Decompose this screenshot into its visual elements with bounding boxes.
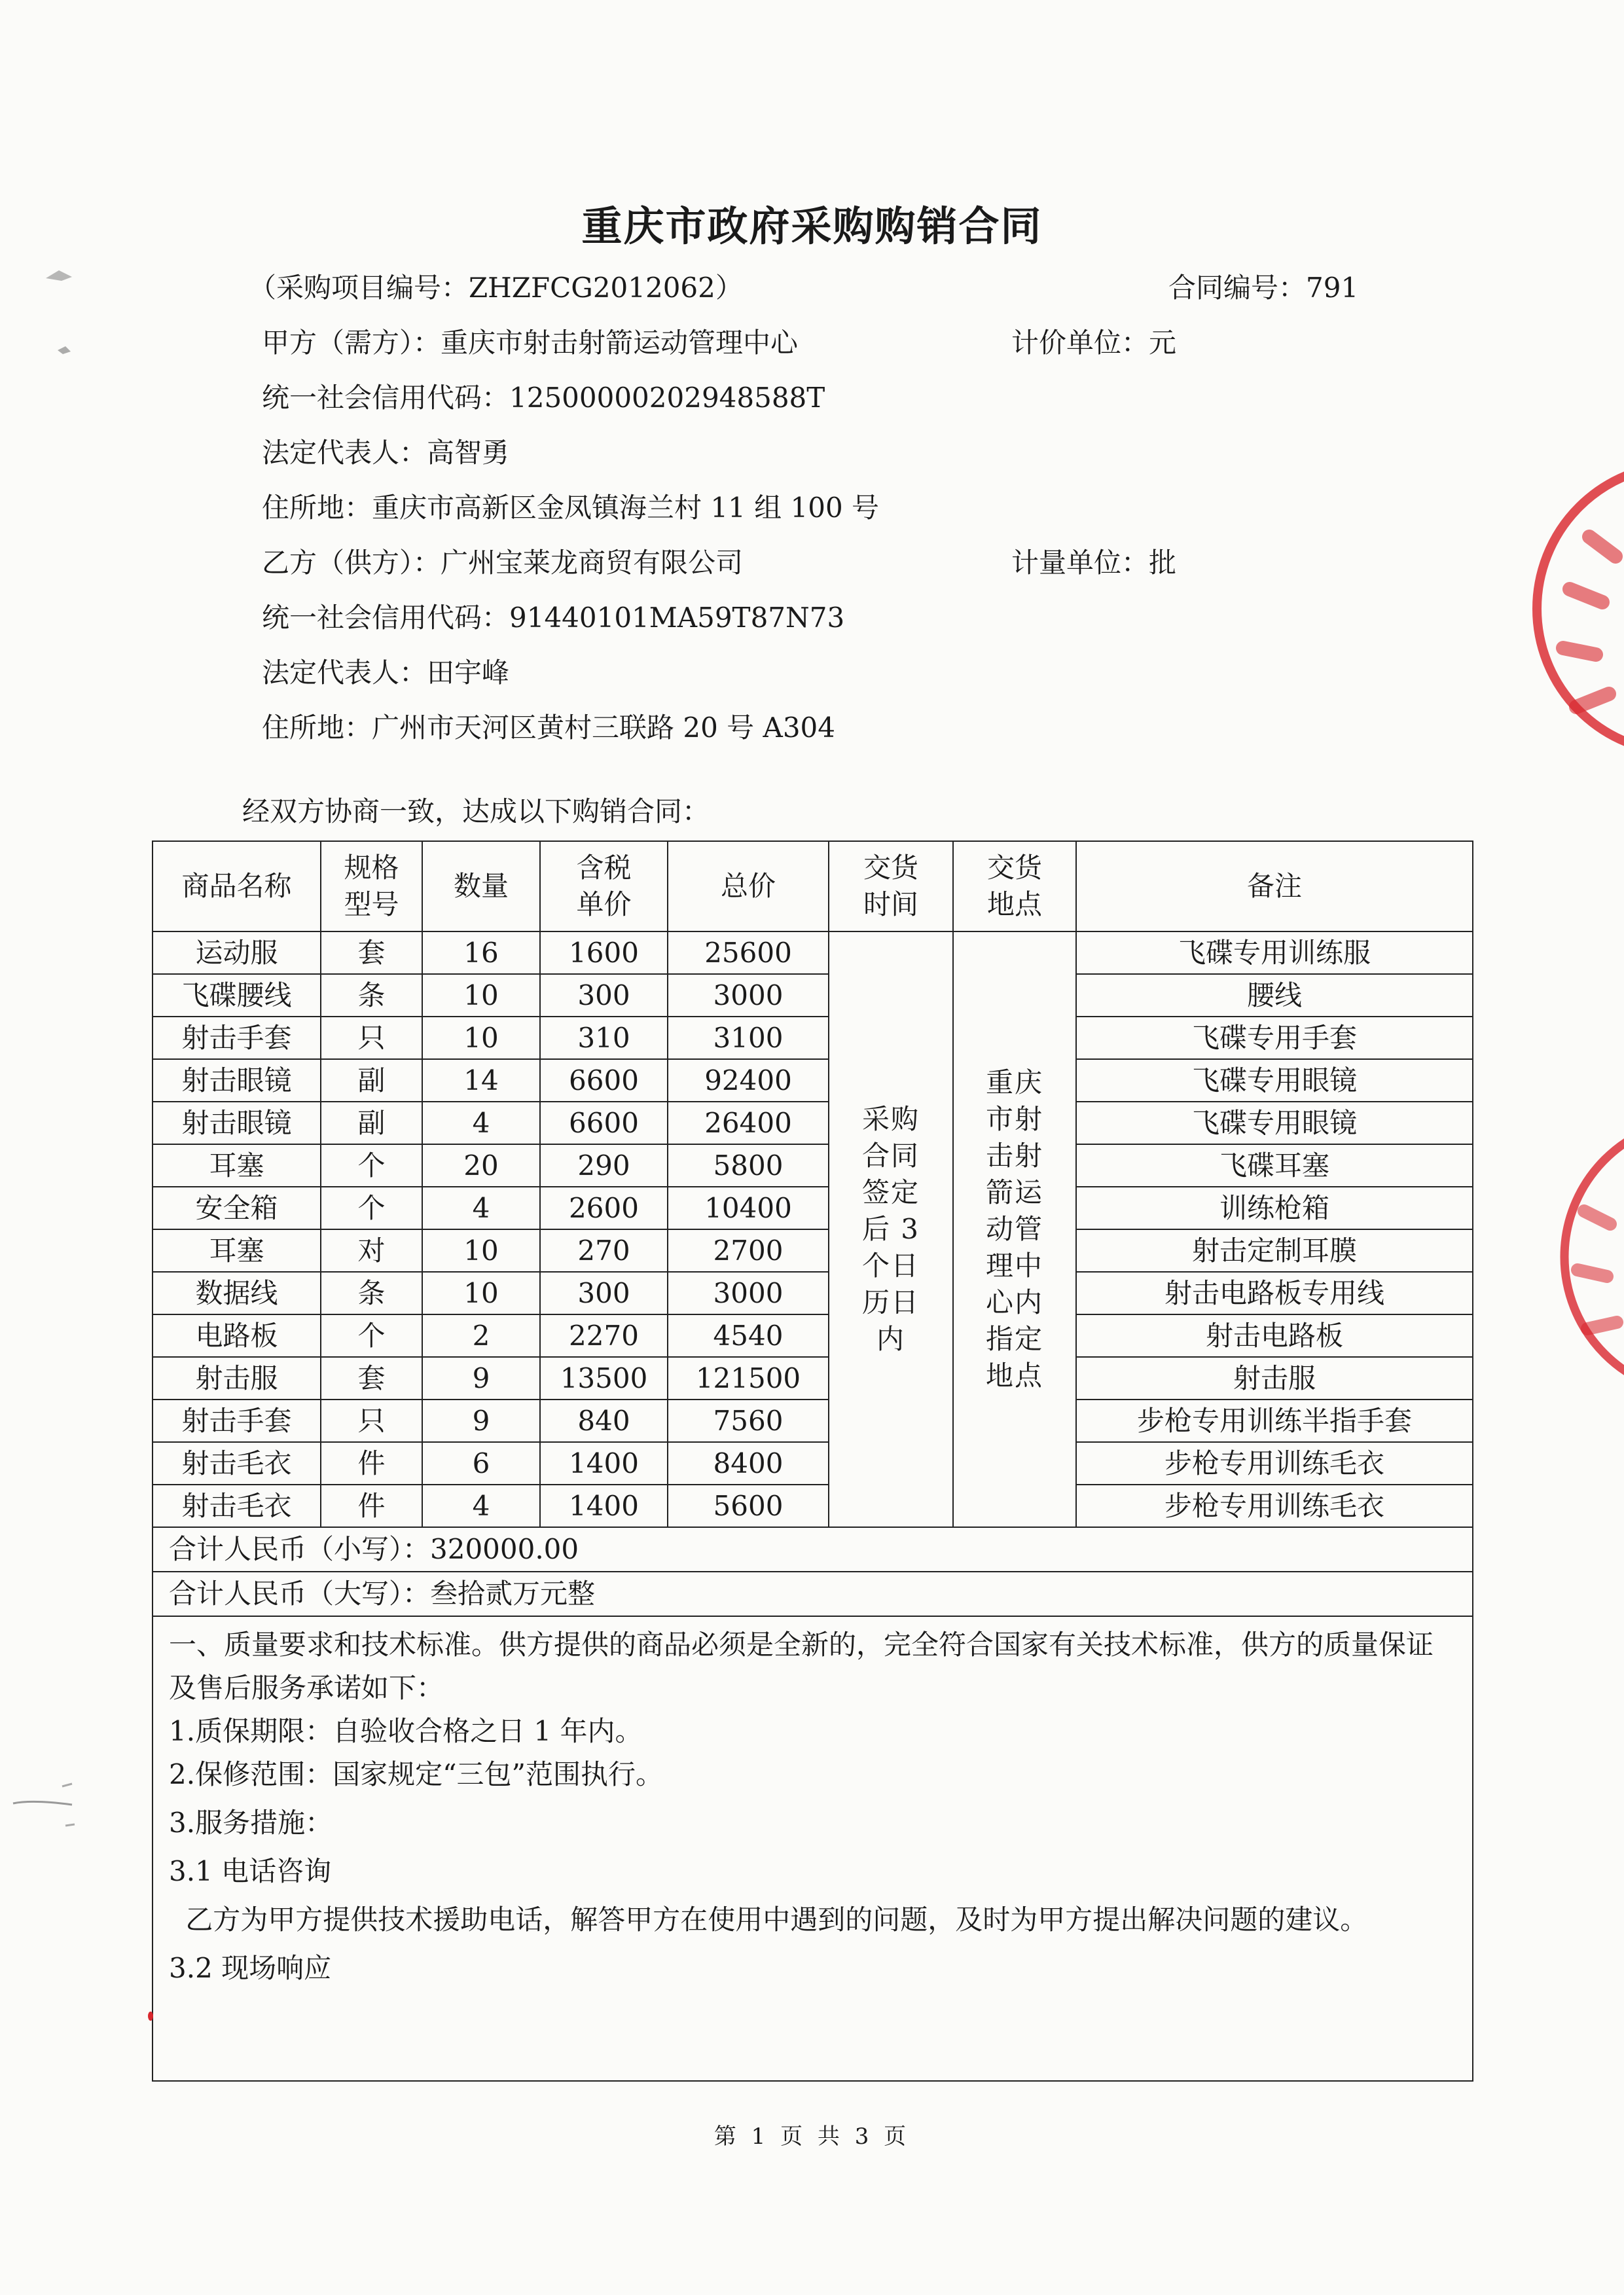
party-a-address: 住所地：重庆市高新区金凤镇海兰村 11 组 100 号 <box>262 492 880 524</box>
cell-spec: 副 <box>321 1059 422 1102</box>
cell-note: 射击定制耳膜 <box>1076 1229 1473 1272</box>
terms-phone-desc: 乙方为甲方提供技术援助电话，解答甲方在使用中遇到的问题，及时为甲方提出解决问题的建议。 <box>185 1904 1368 1936</box>
table-row <box>153 1229 1473 1272</box>
cell-total: 8400 <box>668 1442 829 1485</box>
party-b-credit-code: 统一社会信用代码：91440101MA59T87N73 <box>262 602 845 634</box>
table-row <box>153 1314 1473 1357</box>
terms-row <box>153 1616 1473 2081</box>
cell-name: 射击毛衣 <box>153 1442 321 1485</box>
cell-total: 4540 <box>668 1314 829 1357</box>
cell-unit-price: 1400 <box>540 1485 668 1527</box>
cell-spec: 个 <box>321 1314 422 1357</box>
cell-name: 射击手套 <box>153 1400 321 1442</box>
header-name: 商品名称 <box>153 841 321 931</box>
terms-warranty-period: 1.质保期限：自验收合格之日 1 年内。 <box>169 1715 643 1747</box>
terms-phone: 3.1 电话咨询 <box>169 1855 332 1887</box>
cell-unit-price: 1400 <box>540 1442 668 1485</box>
party-a: 甲方（需方）：重庆市射击射箭运动管理中心 <box>262 327 799 359</box>
terms-warranty-scope: 2.保修范围：国家规定“三包”范围执行。 <box>169 1758 664 1790</box>
goods-table <box>152 840 1473 2082</box>
cell-total: 7560 <box>668 1400 829 1442</box>
cell-total: 3000 <box>668 974 829 1017</box>
cell-note: 射击电路板 <box>1076 1314 1473 1357</box>
page-title: 重庆市政府采购购销合同 <box>581 202 1043 250</box>
cell-qty: 10 <box>422 1272 540 1314</box>
project-number: （采购项目编号：ZHZFCG2012062） <box>249 272 743 304</box>
cell-name: 数据线 <box>153 1272 321 1314</box>
cell-note: 训练枪箱 <box>1076 1187 1473 1229</box>
cell-unit-price: 2270 <box>540 1314 668 1357</box>
cell-spec: 件 <box>321 1485 422 1527</box>
cell-note: 飞碟专用手套 <box>1076 1017 1473 1059</box>
cell-note: 射击服 <box>1076 1357 1473 1400</box>
cell-unit-price: 300 <box>540 974 668 1017</box>
party-a-seal <box>1485 458 1624 786</box>
price-unit: 计价单位：元 <box>1011 327 1177 359</box>
terms-service: 3.服务措施： <box>169 1807 333 1839</box>
table-row <box>153 1187 1473 1229</box>
cell-spec: 个 <box>321 1144 422 1187</box>
cell-note: 步枪专用训练半指手套 <box>1076 1400 1473 1442</box>
cell-qty: 4 <box>422 1187 540 1229</box>
cell-name: 射击眼镜 <box>153 1059 321 1102</box>
measure-unit: 计量单位：批 <box>1011 547 1177 579</box>
table-header-row <box>153 841 1473 931</box>
cell-total: 92400 <box>668 1059 829 1102</box>
table-row <box>153 1144 1473 1187</box>
total-small-row <box>153 1527 1473 1572</box>
table-row <box>153 1442 1473 1485</box>
table-row <box>153 1357 1473 1400</box>
cell-qty: 10 <box>422 1017 540 1059</box>
party-a-credit-code: 统一社会信用代码：12500000202948588T <box>262 382 825 414</box>
cell-spec: 条 <box>321 974 422 1017</box>
cell-total: 5800 <box>668 1144 829 1187</box>
header-qty: 数量 <box>422 841 540 931</box>
cell-name: 射击毛衣 <box>153 1485 321 1527</box>
table-row <box>153 1017 1473 1059</box>
cell-qty: 10 <box>422 974 540 1017</box>
cell-total: 121500 <box>668 1357 829 1400</box>
cell-qty: 9 <box>422 1357 540 1400</box>
total-big-row <box>153 1572 1473 1616</box>
party-b-representative: 法定代表人：田宇峰 <box>262 657 510 689</box>
page-footer: 第 1 页 共 3 页 <box>713 2123 911 2150</box>
total-big: 合计人民币（大写）：叁拾贰万元整 <box>153 1572 1473 1616</box>
cell-name: 射击手套 <box>153 1017 321 1059</box>
cell-name: 射击眼镜 <box>153 1102 321 1144</box>
cell-unit-price: 13500 <box>540 1357 668 1400</box>
cell-total: 10400 <box>668 1187 829 1229</box>
cell-qty: 4 <box>422 1102 540 1144</box>
cell-unit-price: 1600 <box>540 931 668 974</box>
cell-spec: 只 <box>321 1400 422 1442</box>
cell-qty: 4 <box>422 1485 540 1527</box>
cell-name: 耳塞 <box>153 1229 321 1272</box>
cell-total: 5600 <box>668 1485 829 1527</box>
header-note: 备注 <box>1076 841 1473 931</box>
cell-unit-price: 6600 <box>540 1102 668 1144</box>
cell-name: 耳塞 <box>153 1144 321 1187</box>
cell-qty: 9 <box>422 1400 540 1442</box>
table-row <box>153 1485 1473 1527</box>
cell-spec: 只 <box>321 1017 422 1059</box>
cell-note: 飞碟专用眼镜 <box>1076 1102 1473 1144</box>
party-b-address: 住所地：广州市天河区黄村三联路 20 号 A304 <box>262 712 835 744</box>
table-row <box>153 974 1473 1017</box>
cell-total: 26400 <box>668 1102 829 1144</box>
terms-onsite: 3.2 现场响应 <box>169 1952 332 1984</box>
cell-note: 飞碟专用眼镜 <box>1076 1059 1473 1102</box>
cell-spec: 个 <box>321 1187 422 1229</box>
cell-name: 运动服 <box>153 931 321 974</box>
cell-total: 25600 <box>668 931 829 974</box>
cell-unit-price: 310 <box>540 1017 668 1059</box>
cell-note: 飞碟专用训练服 <box>1076 931 1473 974</box>
table-row <box>153 1400 1473 1442</box>
cell-qty: 6 <box>422 1442 540 1485</box>
header-spec: 规格型号 <box>321 841 422 931</box>
cell-qty: 14 <box>422 1059 540 1102</box>
cell-note: 步枪专用训练毛衣 <box>1076 1442 1473 1485</box>
cell-qty: 16 <box>422 931 540 974</box>
header-delivery-place: 交货地点 <box>953 841 1076 931</box>
cell-spec: 套 <box>321 931 422 974</box>
cell-qty: 2 <box>422 1314 540 1357</box>
red-dot <box>147 2010 154 2023</box>
cell-name: 飞碟腰线 <box>153 974 321 1017</box>
cell-unit-price: 840 <box>540 1400 668 1442</box>
cell-qty: 10 <box>422 1229 540 1272</box>
table-row <box>153 1059 1473 1102</box>
cell-total: 3100 <box>668 1017 829 1059</box>
cell-unit-price: 2600 <box>540 1187 668 1229</box>
header-unit-price: 含税单价 <box>540 841 668 931</box>
party-b-seal <box>1525 1113 1624 1401</box>
intro-text: 经双方协商一致，达成以下购销合同： <box>242 795 710 827</box>
header-total: 总价 <box>668 841 829 931</box>
scan-mark-icon <box>39 259 85 363</box>
cell-unit-price: 6600 <box>540 1059 668 1102</box>
delivery-place: 重庆市射击射箭运动管理中心内指定地点 <box>953 931 1076 1527</box>
table-row <box>153 1272 1473 1314</box>
cell-total: 3000 <box>668 1272 829 1314</box>
cell-note: 步枪专用训练毛衣 <box>1076 1485 1473 1527</box>
terms-quality: 一、质量要求和技术标准。供方提供的商品必须是全新的，完全符合国家有关技术标准，供方的质量保证及售后服务承诺如下： <box>169 1629 1434 1704</box>
delivery-time: 采购合同签定后 3 个日历日内 <box>829 931 953 1527</box>
cell-spec: 条 <box>321 1272 422 1314</box>
cell-note: 飞碟耳塞 <box>1076 1144 1473 1187</box>
cell-note: 射击电路板专用线 <box>1076 1272 1473 1314</box>
table-row <box>153 931 1473 974</box>
scan-mark-icon <box>7 1777 85 1836</box>
cell-spec: 对 <box>321 1229 422 1272</box>
cell-spec: 副 <box>321 1102 422 1144</box>
total-small: 合计人民币（小写）：320000.00 <box>153 1527 1473 1572</box>
cell-spec: 套 <box>321 1357 422 1400</box>
contract-number: 合同编号：791 <box>1168 272 1359 304</box>
table-row <box>153 1102 1473 1144</box>
cell-note: 腰线 <box>1076 974 1473 1017</box>
header-delivery-time: 交货时间 <box>829 841 953 931</box>
cell-total: 2700 <box>668 1229 829 1272</box>
cell-name: 电路板 <box>153 1314 321 1357</box>
terms-section <box>153 1616 1473 2081</box>
cell-spec: 件 <box>321 1442 422 1485</box>
cell-unit-price: 270 <box>540 1229 668 1272</box>
cell-unit-price: 300 <box>540 1272 668 1314</box>
cell-name: 安全箱 <box>153 1187 321 1229</box>
party-a-representative: 法定代表人：高智勇 <box>262 437 510 469</box>
cell-unit-price: 290 <box>540 1144 668 1187</box>
cell-qty: 20 <box>422 1144 540 1187</box>
party-b: 乙方（供方）：广州宝莱龙商贸有限公司 <box>262 547 744 579</box>
cell-name: 射击服 <box>153 1357 321 1400</box>
